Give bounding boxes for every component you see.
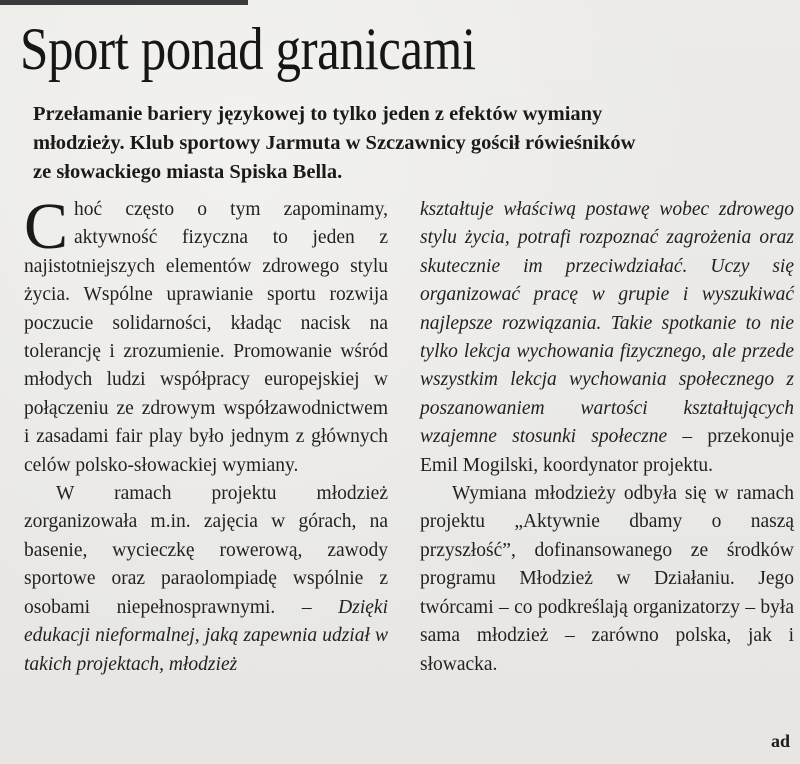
left-paragraph-1 <box>24 190 388 480</box>
drop-cap: C <box>24 190 69 263</box>
right-quote-attribution: – przekonuje Emil Mogilski, koordynator projektu. <box>420 426 794 476</box>
left-paragraph-2-quote: Dzięki edukacji nieformalnej, jaką zapewnia udział w takich projektach, młodzież <box>24 596 388 675</box>
left-paragraph-2 <box>24 480 388 679</box>
lead-line-2: młodzieży. Klub sportowy Jarmuta w Szczawnicy gościł rówieśników <box>33 132 636 154</box>
right-column <box>420 196 794 679</box>
lead-line-1: Przełamanie bariery językowej to tylko jeden z efektów wymiany <box>33 103 603 125</box>
left-paragraph-1-text: hoć często o tym zapominamy, aktywność fizyczna to jeden z najistotniejszych elementów zdrowego stylu życia. Wspólne uprawianie sportu rozwija poczucie solidarności, kładąc nacisk na tolerancję i zrozumienie. Promowanie wśród młodych ludzi współpracy europejskiej w połączeniu ze zdrowym współzawodnictwem i zasadami fair play było jednym z głównych celów polsko-słowackiej wymiany. <box>24 199 388 476</box>
right-quote-text: kształtuje właściwą postawę wobec zdrowego stylu życia, potrafi rozpoznać zagrożenia oraz skutecznie im przeciwdziałać. Uczy się organizować pracę w grupie i wyszukiwać najlepsze rozwiązania. Takie spotkanie to nie tylko lekcja wychowania fizycznego, ale przede wszystkim lekcja wychowania społecznego z poszanowaniem wartości kształtujących wzajemne stosunki społeczne <box>420 199 794 448</box>
left-column <box>24 190 388 679</box>
article-headline: Sport ponad granicami <box>20 16 476 82</box>
article-lead <box>33 100 793 187</box>
left-paragraph-2-text: W ramach projektu młodzież zorganizowała m.in. zajęcia w górach, na basenie, wycieczkę rowerową, zawody sportowe oraz paraolompiadę wspólnie z osobami niepełnosprawnymi. – <box>24 483 388 618</box>
right-paragraph-1 <box>420 196 794 480</box>
author-signature: ad <box>770 731 790 751</box>
section-rule <box>0 0 248 5</box>
right-paragraph-2: Wymiana młodzieży odbyła się w ramach projektu „Aktywnie dbamy o naszą przyszłość”, dofinansowanego ze środków programu Młodzież w Działaniu. Jego twórcami – co podkreślają organizatorzy – była sama młodzież – zarówno polska, jak i słowacka. <box>420 483 794 675</box>
lead-line-3: ze słowackiego miasta Spiska Bella. <box>33 161 343 183</box>
